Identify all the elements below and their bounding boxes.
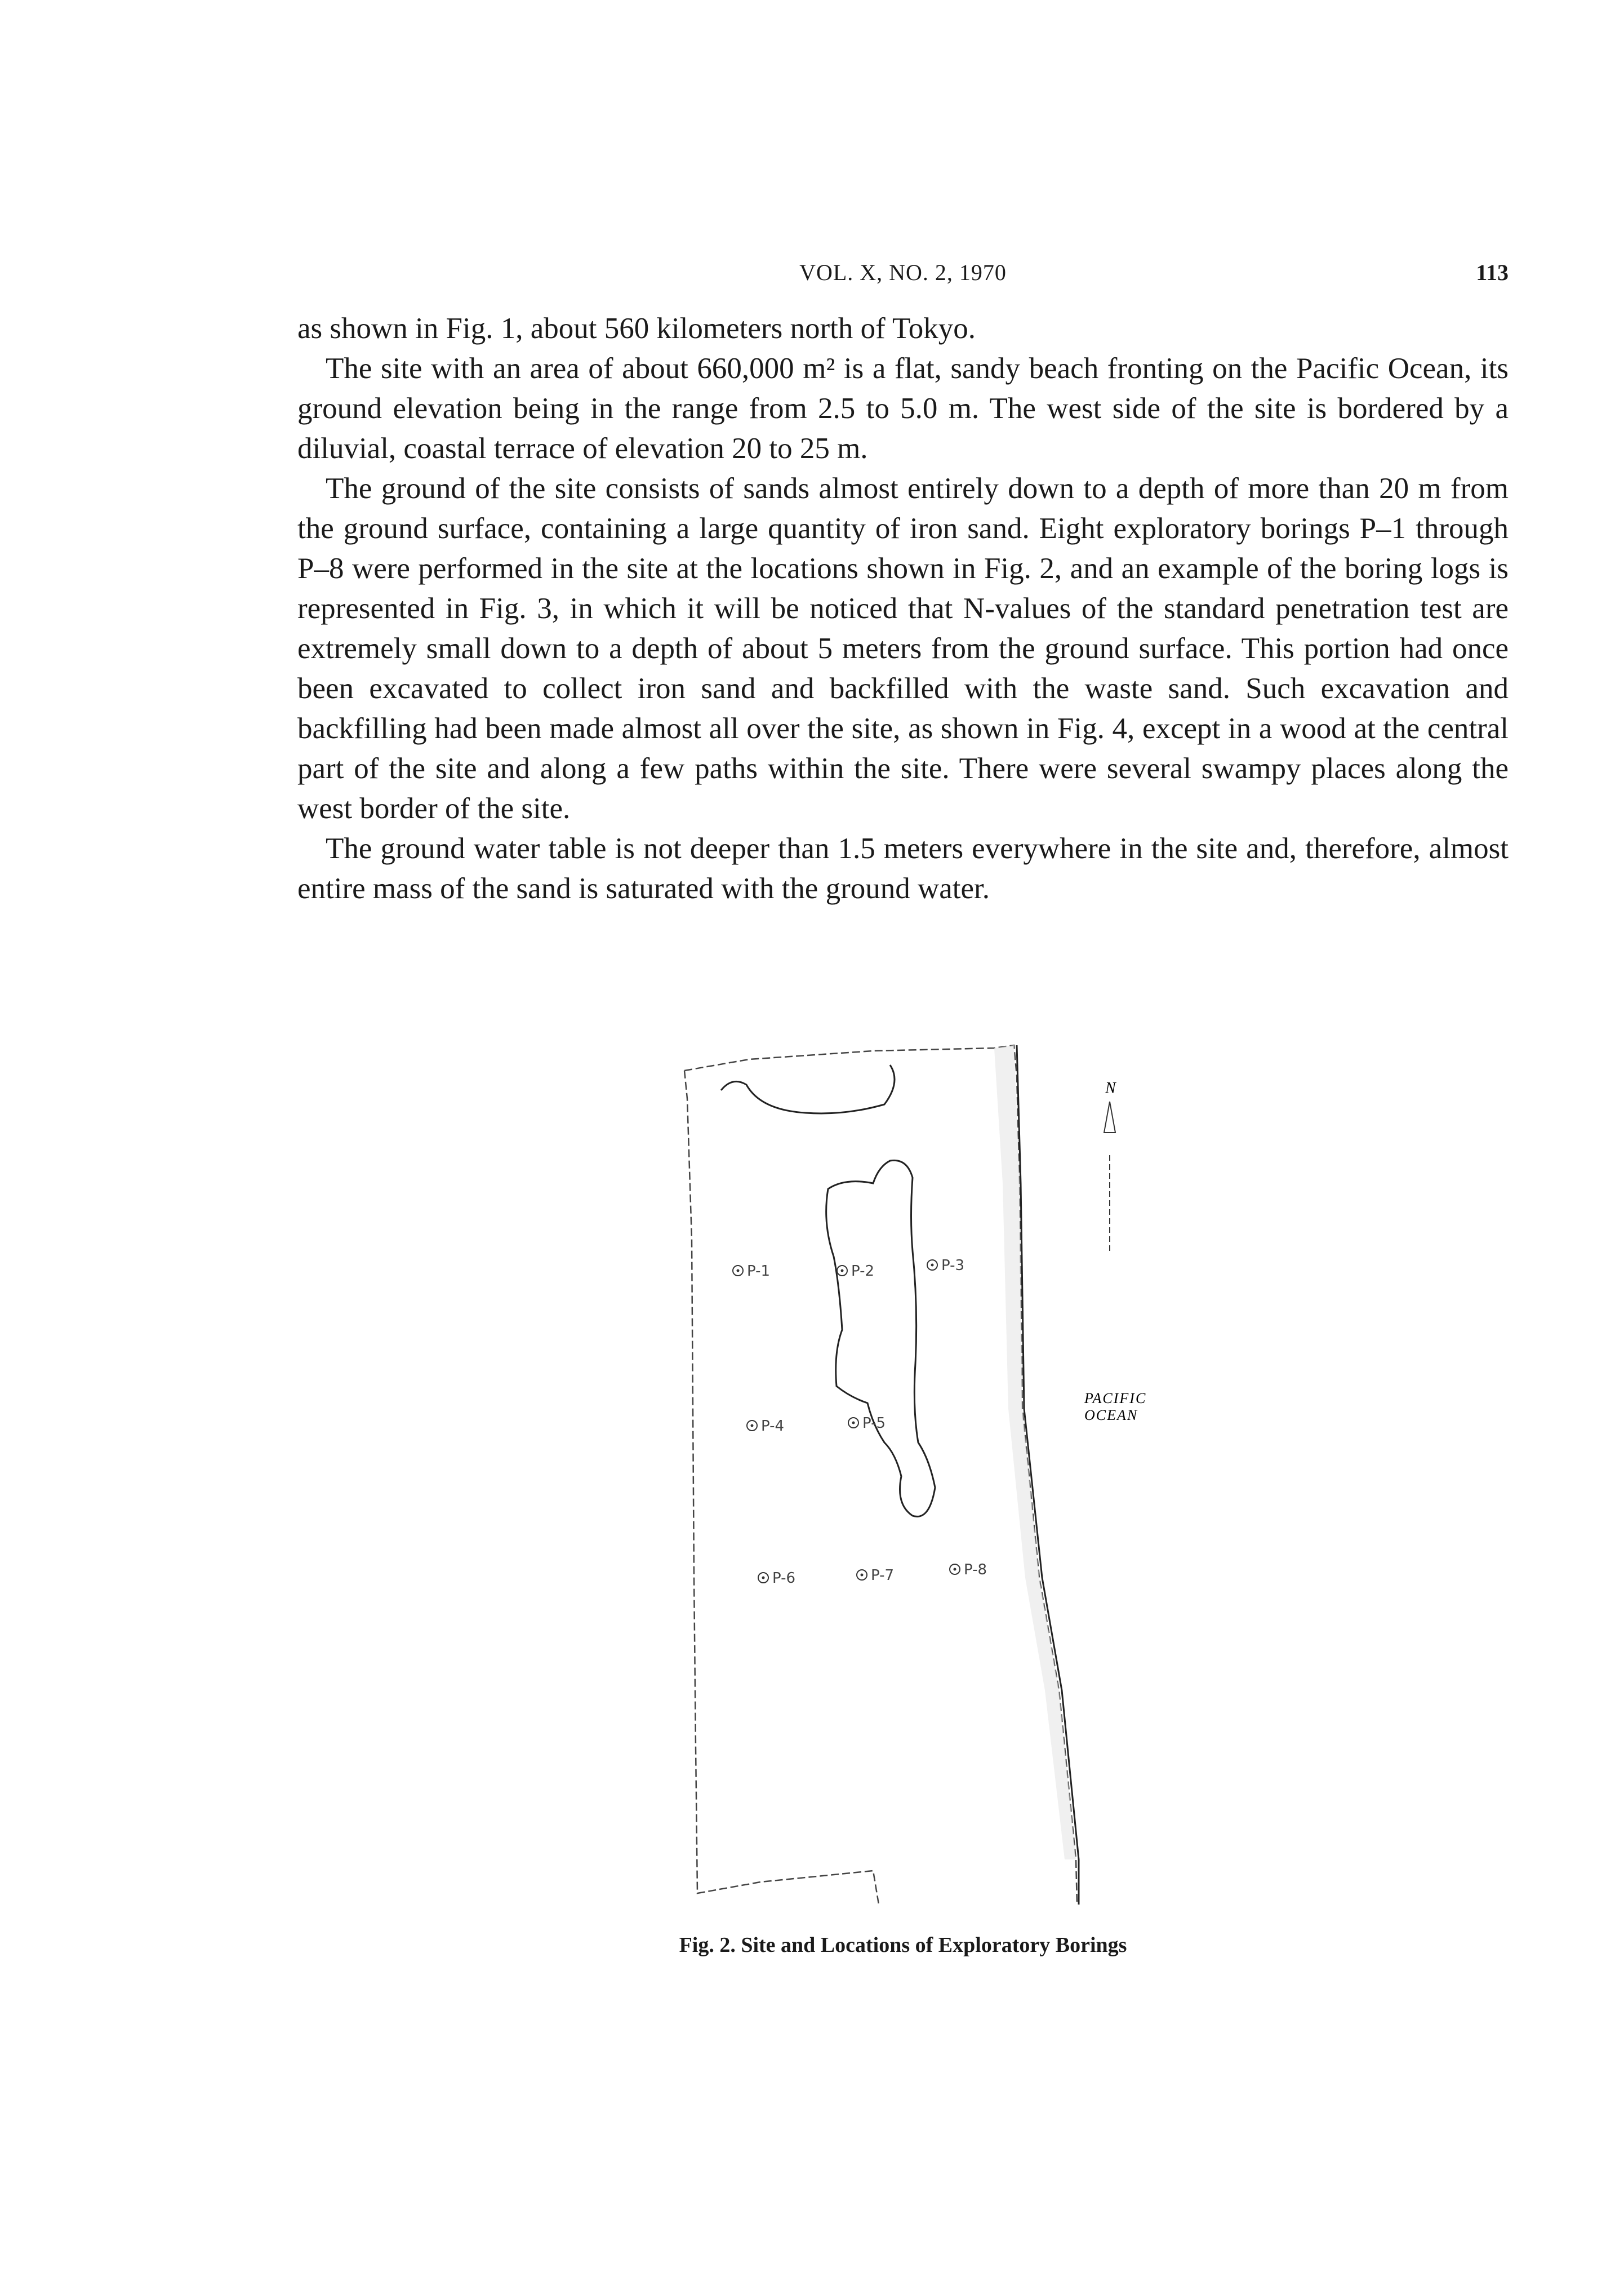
boring-marker-dot: [861, 1574, 864, 1577]
beach-stipple: [994, 1045, 1076, 1859]
paragraph: The ground water table is not deeper than 1.5 meters everywhere in the site and, therefore, almost entire mass of the sand is saturated with the ground water.: [297, 832, 1509, 905]
boring-marker-dot: [852, 1422, 855, 1424]
boring-marker-dot: [762, 1577, 765, 1579]
site-boundary-west: [684, 1071, 879, 1905]
page-number: 113: [1476, 260, 1509, 285]
paragraph: The site with an area of about 660,000 m² is a flat, sandy beach fronting on the Pacific Ocean, its ground elevation being in the range from 2.5 to 5.0 m. The west side of the site is bordered by a diluvial, coastal terrace of elevation 20 to 25 m.: [297, 352, 1509, 465]
boring-label: P-4: [761, 1418, 785, 1435]
wood-outline: [826, 1160, 935, 1516]
boring-label: P-6: [772, 1570, 796, 1587]
boring-label: P-7: [871, 1567, 895, 1584]
north-arrow-head: [1104, 1102, 1115, 1133]
boring-label: P-1: [747, 1263, 771, 1280]
page-header: [297, 259, 1509, 299]
boring-label: P-5: [862, 1415, 886, 1432]
site-map: [648, 1014, 1155, 1972]
north-label: N: [1105, 1080, 1116, 1097]
boring-label: P-2: [851, 1263, 875, 1280]
boring-marker-dot: [737, 1269, 740, 1272]
boring-label: P-8: [964, 1561, 987, 1578]
swamp-outline: [721, 1065, 895, 1113]
body-text: [297, 309, 1509, 909]
figure-caption: Fig. 2. Site and Locations of Exploratory Borings: [679, 1933, 1127, 1957]
paragraph: The ground of the site consists of sands almost entirely down to a depth of more than 20 m from the ground surface, containing a large quantity of iron sand. Eight exploratory borings P–1 through P–8 were performed in the site at the locations shown in Fig. 2, and an example of the boring logs is represented in Fig. 3, in which it will be noticed that N-values of the standard penetration test are extremely small down to a depth of about 5 meters from the ground surface. This portion had once been excavated to collect iron sand and backfilled with the waste sand. Such excavation and backfilling had been made almost all over the site, as shown in Fig. 4, except in a wood at the central part of the site and along a few paths within the site. There were several swampy places along the west border of the site.: [297, 472, 1509, 825]
boring-marker-dot: [841, 1269, 844, 1272]
ocean-label: PACIFIC: [1084, 1390, 1147, 1406]
boring-label: P-3: [941, 1257, 965, 1274]
ocean-label: OCEAN: [1084, 1407, 1138, 1423]
boring-marker-dot: [931, 1264, 934, 1267]
running-head: VOL. X, NO. 2, 1970: [799, 260, 1007, 285]
site-map-figure: [648, 1014, 1155, 1972]
boring-markers: [733, 1257, 987, 1587]
paragraph: as shown in Fig. 1, about 560 kilometers north of Tokyo.: [297, 312, 976, 345]
boring-marker-dot: [751, 1424, 754, 1427]
boring-marker-dot: [954, 1568, 956, 1571]
